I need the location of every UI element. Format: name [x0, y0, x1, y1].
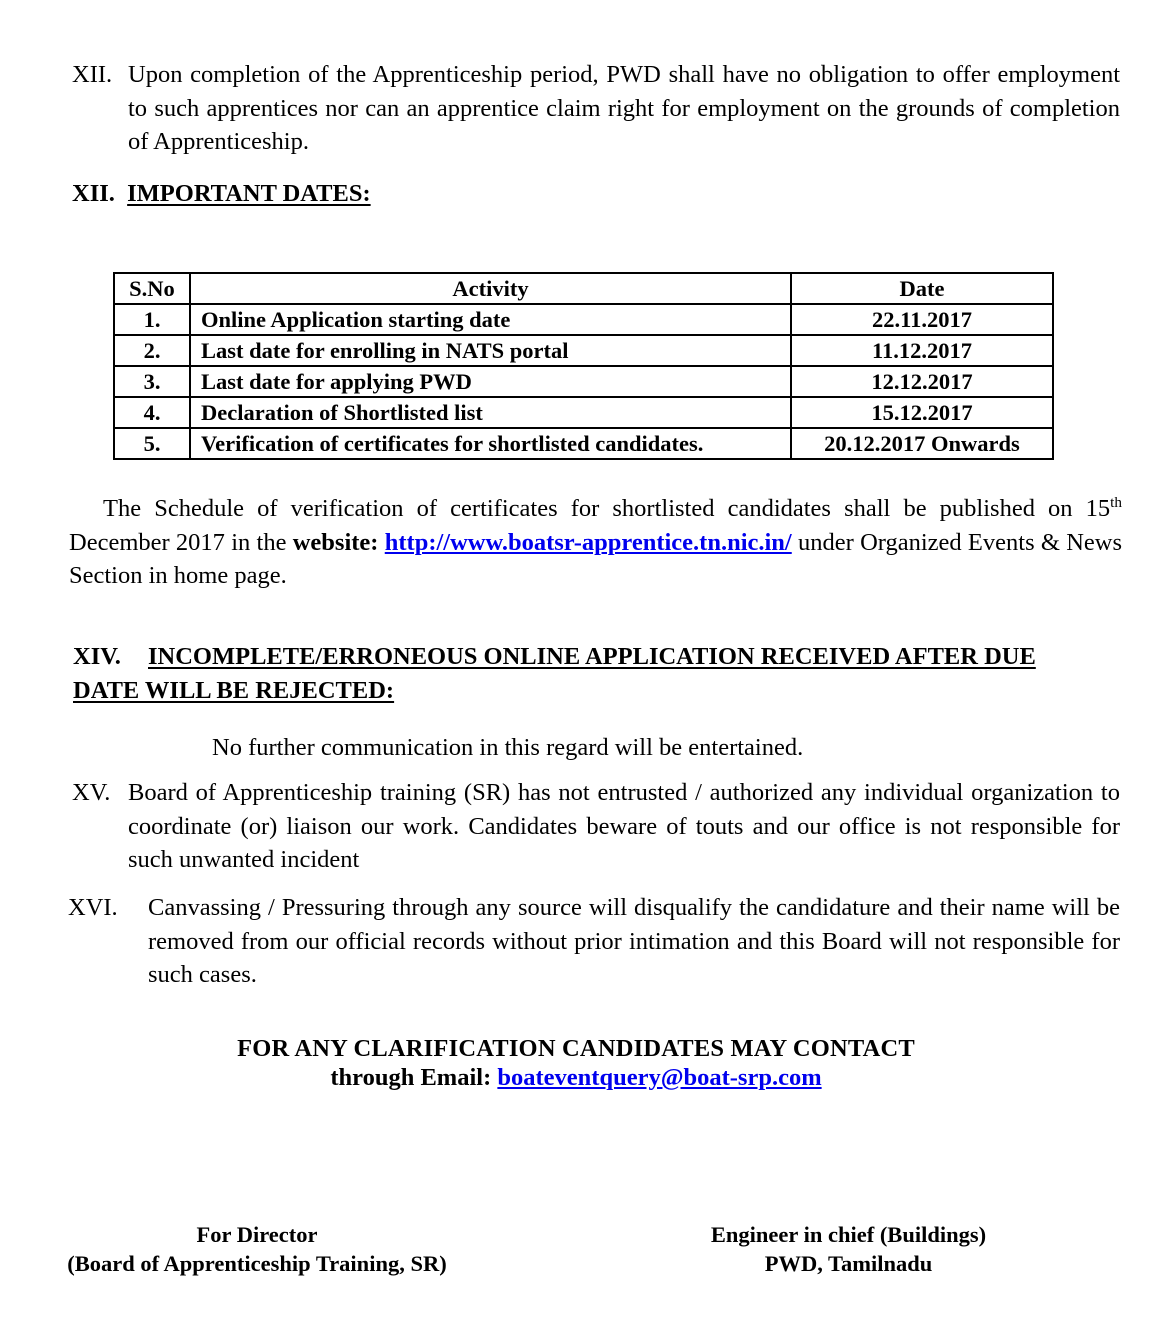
cell-sno: 2. — [114, 335, 190, 366]
table-row — [114, 397, 1053, 428]
cell-date: 15.12.2017 — [791, 397, 1053, 428]
signature-left — [62, 1220, 452, 1278]
clause-xv-paragraph — [72, 776, 1120, 877]
clause-xvi-text: Canvassing / Pressuring through any source will disqualify the candidature and their name will be removed from our official records without prior intimation and this Board will not responsible for such cases. — [148, 894, 1120, 988]
cell-date: 20.12.2017 Onwards — [791, 428, 1053, 459]
table-row — [114, 428, 1053, 459]
cell-date: 12.12.2017 — [791, 366, 1053, 397]
important-dates-table — [113, 272, 1054, 460]
clause-xv-text: Board of Apprenticeship training (SR) has not entrusted / authorized any individual organization to coordinate (or) liaison our work. Candidates beware of touts and our office is not responsible for such unwanted incident — [128, 779, 1120, 873]
cell-activity: Verification of certificates for shortlisted candidates. — [190, 428, 791, 459]
contact-block — [0, 1035, 1152, 1093]
clause-xii-text: Upon completion of the Apprenticeship period, PWD shall have no obligation to offer employment to such apprentices nor can an apprentice claim right for employment on the grounds of completion of Apprenticeship. — [128, 61, 1120, 155]
signature-left-line2: (Board of Apprenticeship Training, SR) — [67, 1251, 447, 1276]
signature-right-line1: Engineer in chief (Buildings) — [710, 1222, 987, 1247]
table-header-activity: Activity — [190, 273, 791, 304]
cell-activity: Last date for applying PWD — [190, 366, 791, 397]
clause-xiv-line1: INCOMPLETE/ERRONEOUS ONLINE APPLICATION RECEIVED AFTER DUE — [148, 643, 1036, 670]
table-row — [114, 304, 1053, 335]
clause-xvi-paragraph — [68, 891, 1120, 992]
important-dates-title: IMPORTANT DATES: — [127, 180, 371, 207]
boatsr-apprentice-url-link[interactable]: http://www.boatsr-apprentice.tn.nic.in/ — [384, 528, 792, 556]
cell-activity: Declaration of Shortlisted list — [190, 397, 791, 428]
table-header-date: Date — [791, 273, 1053, 304]
clause-xii-marker: XII. — [72, 61, 113, 88]
clause-xvi-marker: XVI. — [68, 894, 118, 921]
cell-sno: 3. — [114, 366, 190, 397]
clause-xiv-text — [73, 643, 1120, 708]
cell-activity: Last date for enrolling in NATS portal — [190, 335, 791, 366]
clause-xv-marker: XV. — [72, 779, 111, 806]
clause-xii-paragraph — [72, 58, 1120, 159]
table-row — [114, 335, 1053, 366]
clause-xiv-marker: XIV. — [73, 643, 121, 670]
cell-date: 11.12.2017 — [791, 335, 1053, 366]
cell-activity: Online Application starting date — [190, 304, 791, 335]
schedule-paragraph — [69, 492, 1122, 593]
no-further-communication-text: No further communication in this regard will be entertained. — [212, 734, 804, 761]
website-label: website: — [292, 528, 379, 556]
clause-xiv-line2: DATE WILL BE REJECTED: — [73, 677, 395, 704]
cell-sno: 4. — [114, 397, 190, 428]
schedule-text-part1: The Schedule of verification of certificates for shortlisted candidates shall be published on 15 — [103, 495, 1111, 522]
schedule-text-part2: December 2017 in the — [69, 528, 293, 556]
important-dates-table-container — [113, 272, 1052, 460]
cell-sno: 5. — [114, 428, 190, 459]
contact-email-line — [0, 1063, 1152, 1093]
table-header-row — [114, 273, 1053, 304]
schedule-text-part3: under Organized Events & News Section in home page. — [69, 528, 1123, 589]
signature-right — [660, 1220, 1037, 1278]
schedule-superscript: th — [1110, 493, 1122, 511]
cell-date: 22.11.2017 — [791, 304, 1053, 335]
contact-email-label: through Email: — [330, 1064, 492, 1091]
signature-left-line1: For Director — [196, 1222, 318, 1247]
table-header-sno: S.No — [114, 273, 190, 304]
cell-sno: 1. — [114, 304, 190, 335]
contact-email-link[interactable]: boateventquery@boat-srp.com — [497, 1064, 822, 1091]
table-row — [114, 366, 1053, 397]
contact-heading: FOR ANY CLARIFICATION CANDIDATES MAY CONTACT — [237, 1035, 915, 1062]
signature-right-line2: PWD, Tamilnadu — [764, 1251, 933, 1276]
important-dates-numeral: XII. — [72, 180, 115, 207]
clause-xiv-heading — [73, 640, 1120, 708]
important-dates-heading — [72, 177, 371, 210]
